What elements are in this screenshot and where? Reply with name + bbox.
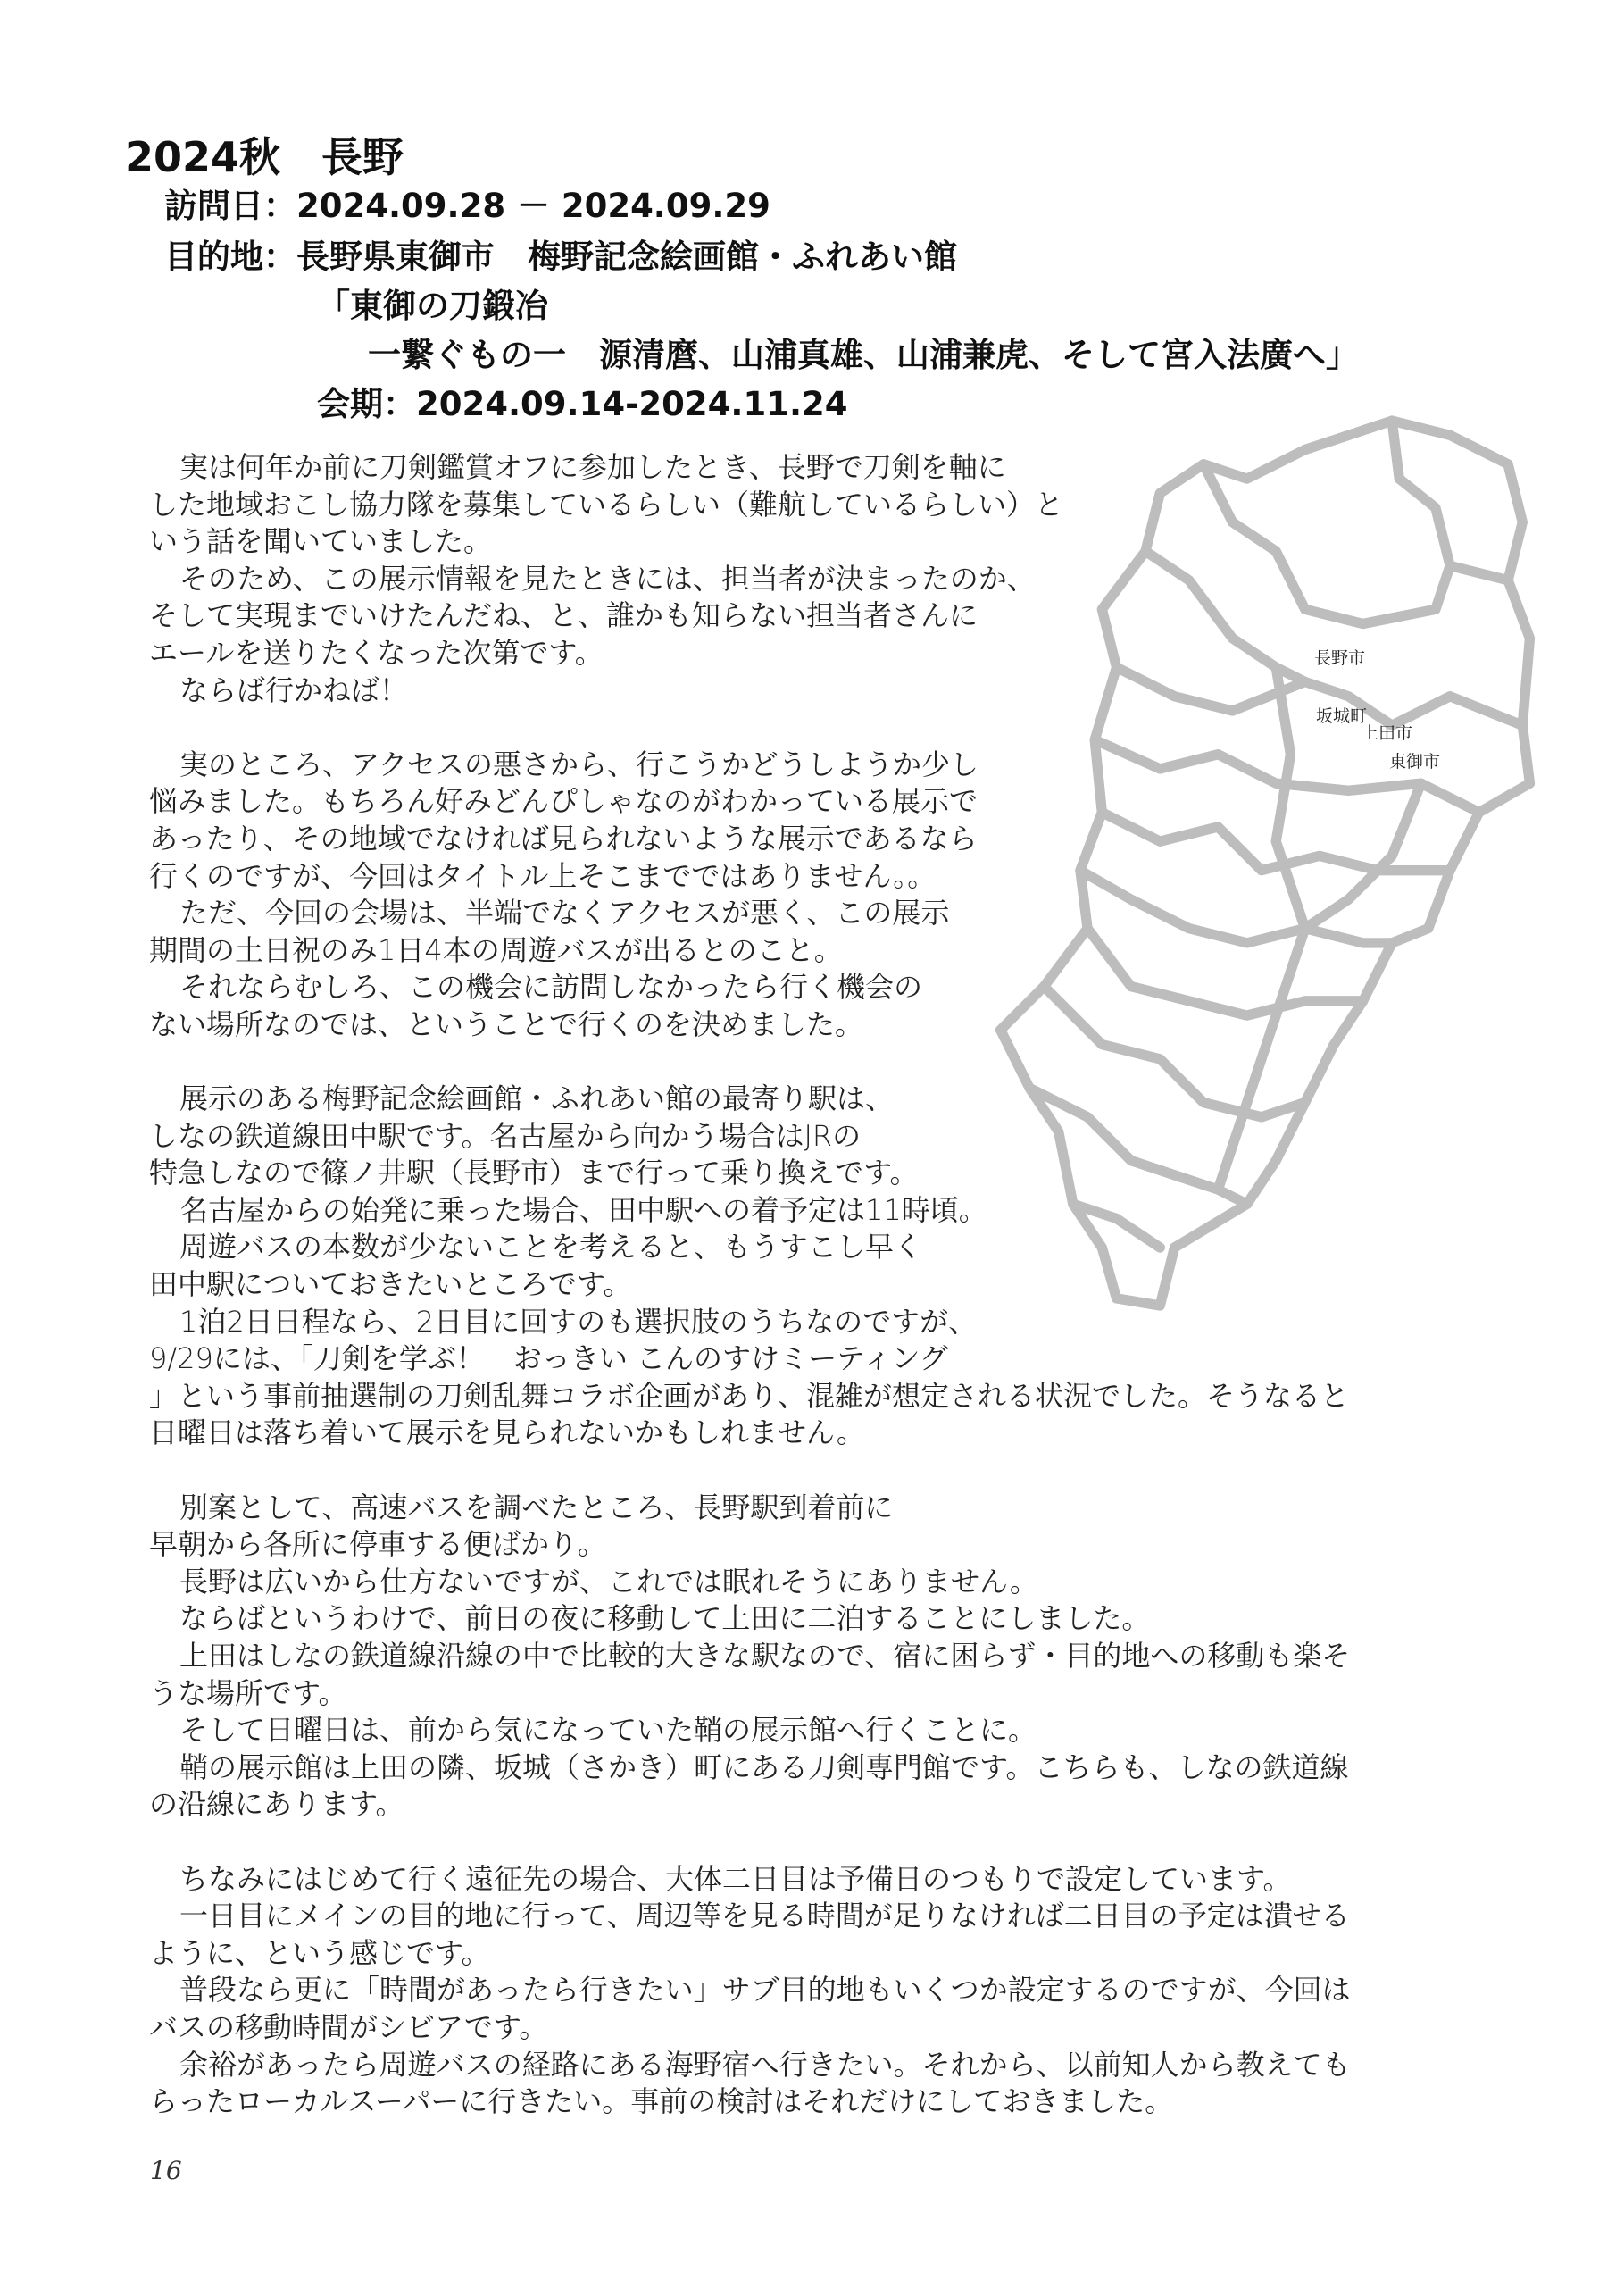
body-line: 展示のある梅野記念絵画館・ふれあい館の最寄り駅は、 bbox=[179, 1081, 895, 1116]
body-line: うな場所です。 bbox=[149, 1675, 347, 1710]
body-line: 周遊バスの本数が少ないことを考えると、もうすこし早く bbox=[179, 1230, 923, 1265]
paragraph-gap bbox=[149, 1824, 1351, 1861]
body-line: ただ、今回の会場は、半端でなくアクセスが悪く、この展示 bbox=[179, 896, 950, 931]
paragraph-gap bbox=[149, 1044, 1351, 1081]
exhibition-title-line2: 一繋ぐもの一 源清麿、山浦真雄、山浦兼虎、そして宮入法廣へ」 bbox=[368, 336, 1359, 374]
body-line: 名古屋からの始発に乗った場合、田中駅への着予定は11時頃。 bbox=[179, 1192, 987, 1227]
municipal-border bbox=[1392, 421, 1508, 580]
body-line: らったローカルスーパーに行きたい。事前の検討はそれだけにしておきました。 bbox=[149, 2084, 1174, 2119]
body-line: の沿線にあります。 bbox=[149, 1787, 404, 1822]
body-line: ならば行かねば！ bbox=[179, 672, 409, 707]
map-label-tomi-city: 東御市 bbox=[1389, 752, 1441, 772]
body-line: 特急しなので篠ノ井駅（長野市）まで行って乗り換えです。 bbox=[149, 1156, 919, 1190]
body-line: 鞘の展示館は上田の隣、坂城（さかき）町にある刀剣専門館です。こちらも、しなの鉄道線 bbox=[179, 1749, 1349, 1784]
body-line: 早朝から各所に停車する便ばかり。 bbox=[149, 1527, 607, 1562]
body-line: いう話を聞いていました。 bbox=[149, 524, 493, 559]
body-line: 別案として、高速バスを調べたところ、長野駅到着前に bbox=[179, 1490, 894, 1524]
body-line: ならばというわけで、前日の夜に移動して上田に二泊することにしました。 bbox=[179, 1601, 1151, 1636]
body-line: しなの鉄道線田中駅です。名古屋から向かう場合はJRの bbox=[149, 1118, 862, 1153]
paragraph-gap bbox=[149, 1452, 1351, 1490]
body-line: そして実現までいけたんだね、と、誰かも知らない担当者さんに bbox=[149, 598, 979, 633]
body-line: バスの移動時間がシビアです。 bbox=[149, 2009, 548, 2044]
body-line: 」という事前抽選制の刀剣乱舞コラボ企画があり、混雑が想定される状況でした。そうなると bbox=[149, 1378, 1350, 1413]
body-line: 余裕があったら周遊バスの経路にある海野宿へ行きたい。それから、以前知人から教えても bbox=[179, 2047, 1351, 2082]
body-line: 実のところ、アクセスの悪さから、行こうかどうしようか少し bbox=[179, 747, 979, 781]
exhibition-title-line1: 「東御の刀鍛冶 bbox=[317, 287, 548, 325]
body-text bbox=[149, 449, 1351, 2121]
body-line: 上田はしなの鉄道線沿線の中で比較的大きな駅なので、宿に困らず・目的地への移動も楽そ bbox=[179, 1639, 1351, 1673]
body-line: ない場所なのでは、ということで行くのを決めました。 bbox=[149, 1006, 864, 1041]
body-line: そして日曜日は、前から気になっていた鞘の展示館へ行くことに。 bbox=[179, 1713, 1037, 1748]
page-number: 16 bbox=[150, 2156, 182, 2185]
map-label-ueda-city: 上田市 bbox=[1362, 723, 1413, 743]
body-line: 一日目にメインの目的地に行って、周辺等を見る時間が足りなければ二日目の予定は潰せる bbox=[179, 1899, 1350, 1933]
body-line: 1泊2日日程なら、2日目に回すのも選択肢のうちなのですが、 bbox=[179, 1304, 978, 1339]
body-line: 悩みました。もちろん好みどんぴしゃなのがわかっている展示で bbox=[149, 784, 979, 819]
body-line: 長野は広いから仕方ないですが、これでは眠れそうにありません。 bbox=[179, 1564, 1038, 1599]
exhibition-term: 会期：2024.09.14-2024.11.24 bbox=[317, 385, 848, 423]
body-line: そのため、この展示情報を見たときには、担当者が決まったのか、 bbox=[179, 561, 1036, 596]
body-line: 普段なら更に「時間があったら行きたい」サブ目的地もいくつか設定するのですが、今回は bbox=[179, 1973, 1351, 2008]
body-line: 日曜日は落ち着いて展示を見られないかもしれません。 bbox=[149, 1415, 865, 1450]
body-line: ように、という感じです。 bbox=[149, 1935, 490, 1970]
body-line: 9/29には、「刀剣を学ぶ！ おっきい こんのすけミーティング bbox=[149, 1341, 948, 1376]
body-line: エールを送りたくなった次第です。 bbox=[149, 635, 604, 670]
visit-date: 訪問日：2024.09.28 － 2024.09.29 bbox=[164, 187, 770, 225]
body-line: 期間の土日祝のみ1日4本の周遊バスが出るとのこと。 bbox=[149, 932, 843, 967]
page-title: 2024秋 長野 bbox=[125, 133, 404, 181]
paragraph-gap bbox=[149, 709, 1351, 747]
body-line: あったり、その地域でなければ見られないような展示であるなら bbox=[149, 821, 978, 856]
destination: 目的地：長野県東御市 梅野記念絵画館・ふれあい館 bbox=[164, 238, 957, 276]
body-line: 実は何年か前に刀剣鑑賞オフに参加したとき、長野で刀剣を軸に bbox=[179, 450, 1006, 484]
body-line: 行くのですが、今回はタイトル上そこまでではありません。。 bbox=[149, 858, 937, 893]
body-line: ちなみにはじめて行く遠征先の場合、大体二日目は予備日のつもりで設定しています。 bbox=[179, 1861, 1292, 1896]
body-line: それならむしろ、この機会に訪問しなかったら行く機会の bbox=[179, 970, 923, 1005]
map-label-sakaki-town: 坂城町 bbox=[1316, 706, 1368, 726]
body-line: した地域おこし協力隊を募集しているらしい（難航しているらしい）と bbox=[149, 487, 1064, 522]
body-line: 田中駅についておきたいところです。 bbox=[149, 1267, 632, 1302]
map-label-nagano-city: 長野市 bbox=[1314, 648, 1366, 668]
